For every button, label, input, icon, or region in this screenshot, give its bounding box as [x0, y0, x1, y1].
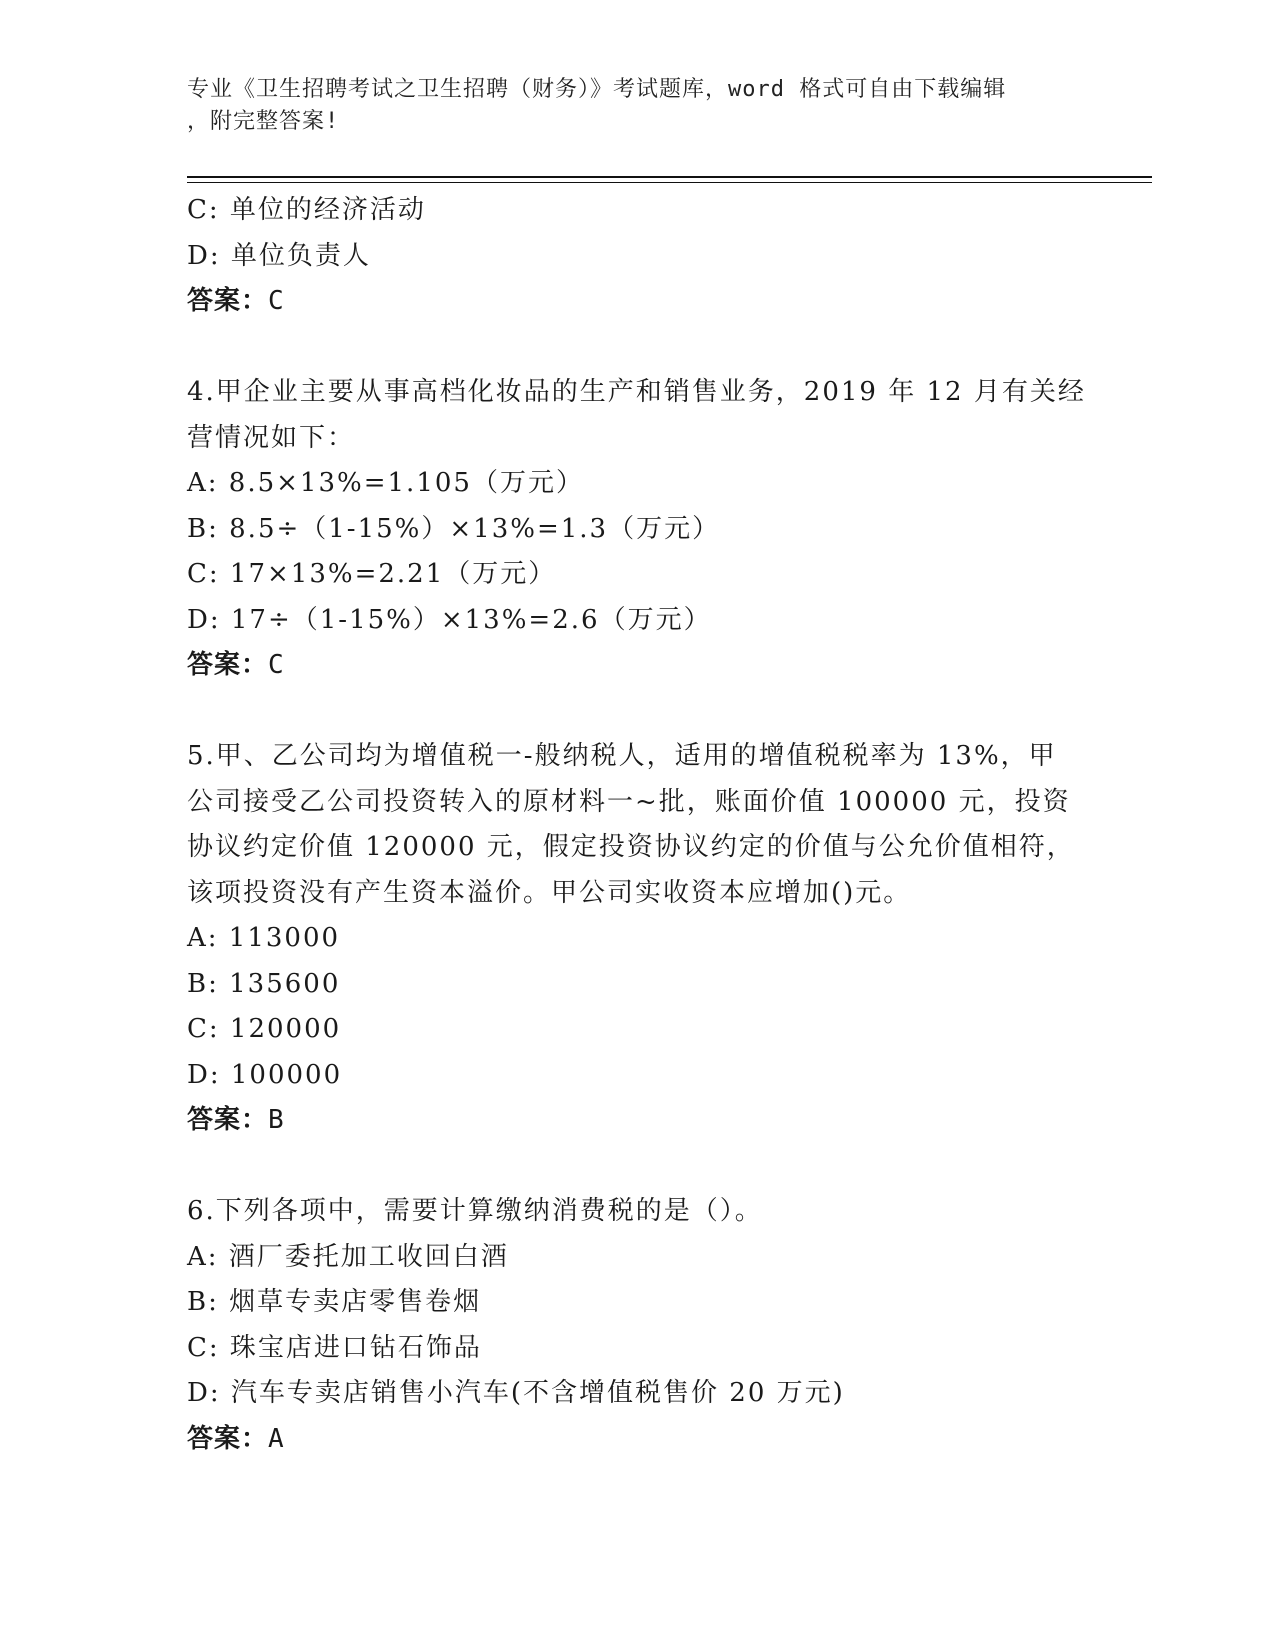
option-d: D: 100000	[187, 1059, 343, 1090]
answer-label: 答案：	[187, 286, 269, 316]
option-b: B: 135600	[187, 968, 341, 999]
question-stem: 协议约定价值 120000 元，假定投资协议约定的价值与公允价值相符，	[187, 832, 1075, 862]
question-stem: 4.甲企业主要从事高档化妆品的生产和销售业务，2019 年 12 月有关经	[187, 377, 1086, 407]
question-list	[187, 188, 1087, 1462]
answer-line	[187, 1098, 1087, 1144]
option-c: C: 120000	[187, 1014, 342, 1044]
spacer	[187, 689, 1087, 735]
spacer	[187, 325, 1087, 371]
header-divider-thick	[187, 176, 1152, 178]
answer-line	[187, 1417, 1087, 1463]
spacer	[187, 1144, 1087, 1190]
option-b: B: 烟草专卖店零售卷烟	[187, 1287, 482, 1317]
option-b: B: 8.5÷（1-15%）×13%=1.3（万元）	[187, 513, 721, 544]
answer-value: B	[268, 1105, 285, 1135]
option-d: D: 17÷（1-15%）×13%=2.6（万元）	[187, 604, 712, 635]
question-stem: 6.下列各项中，需要计算缴纳消费税的是（）。	[187, 1196, 763, 1226]
question-stem: 公司接受乙公司投资转入的原材料一~批，账面价值 100000 元，投资	[187, 786, 1071, 817]
question-3-tail	[187, 188, 1087, 325]
question-5	[187, 734, 1087, 1144]
answer-value: C	[268, 650, 285, 680]
answer-value: C	[268, 286, 285, 316]
answer-label: 答案：	[187, 650, 269, 680]
option-c: C: 单位的经济活动	[187, 195, 426, 225]
answer-line	[187, 279, 1087, 325]
answer-label: 答案：	[187, 1423, 269, 1454]
answer-label: 答案：	[187, 1105, 269, 1135]
option-a: A: 8.5×13%=1.105（万元）	[187, 468, 584, 498]
header-title-line1: 专业《卫生招聘考试之卫生招聘（财务）》考试题库，word 格式可自由下载编辑	[187, 77, 1007, 102]
question-6	[187, 1189, 1087, 1462]
option-c: C: 17×13%=2.21（万元）	[187, 559, 557, 589]
header-title-line2: ，附完整答案!	[187, 109, 340, 134]
question-4	[187, 370, 1087, 689]
header-divider-thin	[187, 182, 1152, 183]
option-d: D: 单位负责人	[187, 240, 371, 271]
option-c: C: 珠宝店进口钻石饰品	[187, 1332, 482, 1363]
answer-value: A	[268, 1423, 285, 1454]
document-header	[187, 74, 1067, 138]
option-a: A: 113000	[187, 923, 341, 953]
question-stem: 该项投资没有产生资本溢价。甲公司实收资本应增加()元。	[187, 877, 912, 908]
question-stem: 营情况如下：	[187, 422, 356, 453]
answer-line	[187, 643, 1087, 689]
option-d: D: 汽车专卖店销售小汽车(不含增值税售价 20 万元)	[187, 1378, 845, 1408]
question-stem: 5.甲、乙公司均为增值税一-般纳税人，适用的增值税税率为 13%，甲	[187, 741, 1057, 771]
option-a: A: 酒厂委托加工收回白酒	[187, 1241, 509, 1272]
